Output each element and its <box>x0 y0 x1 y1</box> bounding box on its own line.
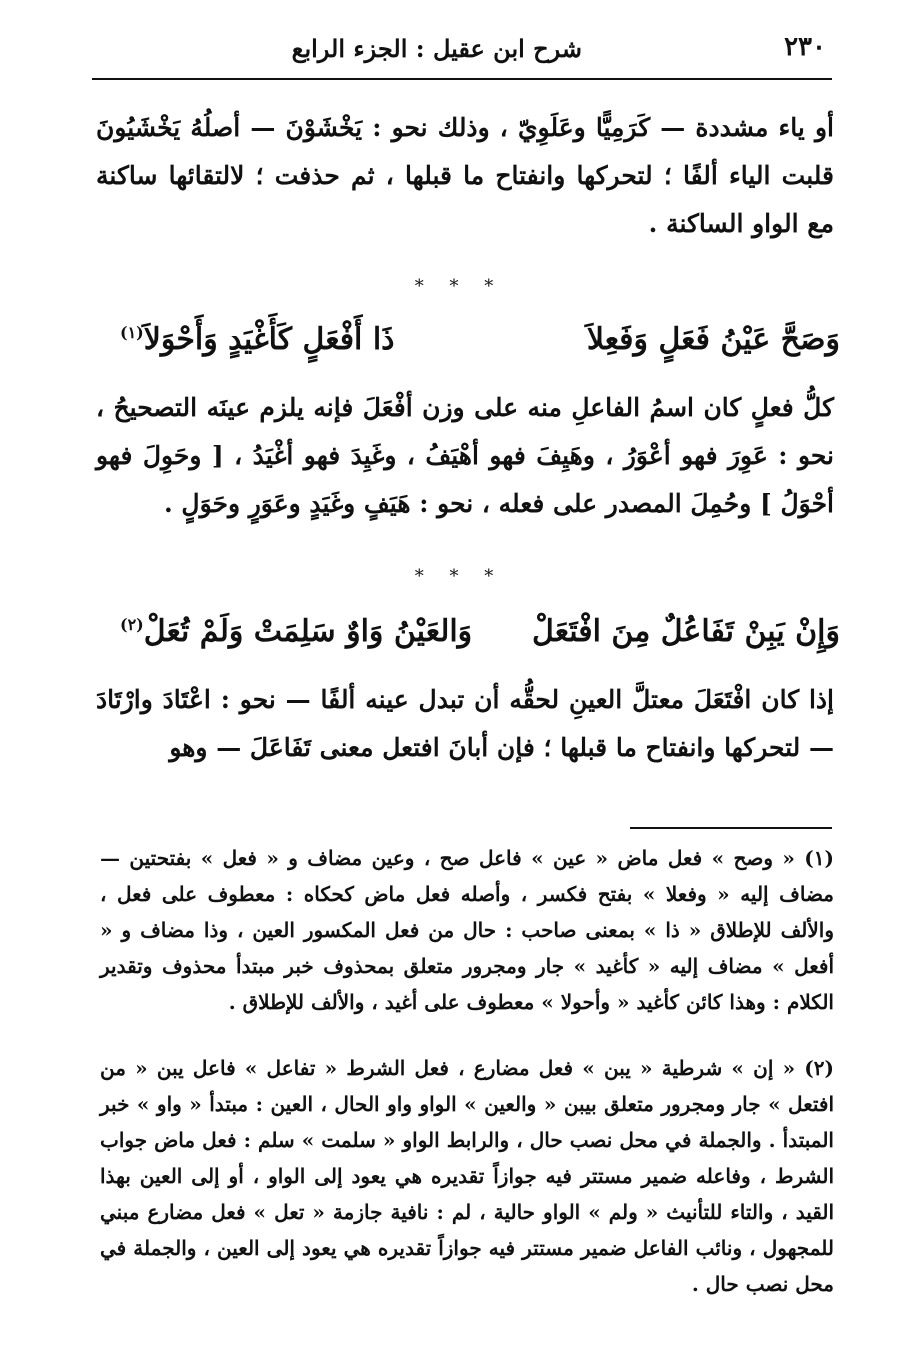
footnote-2: (٢) « إن » شرطية « يبن » فعل مضارع ، فعل الشرط « تفاعل » فاعل يبن « من افتعل » جار ومجرور متعلق بيبن « والعين » الواو واو الحال ، العين : مبتدأ « واو » خبر المبتدأ . والجملة في محل نصب حال ، والرابط الواو « سلمت » سلم : فعل ماض جواب الشرط ، وفاعله ضمير مستتر فيه جوازاً تقديره هي يعود إلى الواو ، أو إلى العين بهذا القيد ، والتاء للتأنيث « ولم » الواو حالية ، لم : نافية جازمة « تعل » فعل مضارع مبني للمجهول ، ونائب الفاعل ضمير مستتر فيه جوازاً تقديره هي يعود إلى العين ، والجملة في محل نصب حال . <box>100 1056 834 1296</box>
verse-2-hemistich-2-text: وَالعَيْنُ وَاوٌ سَلِمَتْ وَلَمْ تُعَلْ <box>143 614 473 649</box>
header-rule <box>92 78 832 80</box>
verse-1-hemistich-2-text: ذَا أَفْعَلٍ كَأَغْيَدٍ وَأَحْوَلاَ <box>143 322 395 357</box>
section-separator-2: * * * <box>414 566 504 587</box>
verse-2-hemistich-2 <box>120 614 472 649</box>
section-separator-1: * * * <box>414 276 504 297</box>
footnote-rule <box>630 827 832 829</box>
verse-2-hemistich-1: وَإِنْ يَبِنْ تَفَاعُلٌ مِنَ افْتَعَلْ <box>532 614 840 649</box>
page-header <box>92 22 832 80</box>
verse-2 <box>100 614 840 674</box>
paragraph-3: إذا كان افْتَعَلَ معتلَّ العينِ لحقُّه أن تبدل عينه ألفًا — نحو : اعْتَادَ وارْتَادَ — لتحركها وانفتاح ما قبلها ؛ فإن أبانَ افتعل معنى تَفَاعَلَ — وهو <box>96 685 834 762</box>
verse-1 <box>100 322 840 382</box>
running-title: شرح ابن عقيل : الجزء الرابع <box>291 34 582 63</box>
verse-1-hemistich-1: وَصَحَّ عَيْنُ فَعَلٍ وَفَعِلاَ <box>586 322 840 357</box>
paragraph-1: أو ياء مشددة — كَرَمِيًّا وعَلَوِيّ ، وذلك نحو : يَخْشَوْنَ — أصلُهُ يَخْشَيُونَ قلبت الياء ألفًا ؛ لتحركها وانفتاح ما قبلها ، ثم حذفت ؛ لالتقائها ساكنة مع الواو الساكنة . <box>96 113 834 238</box>
footnote-ref-2: (٢) <box>120 615 144 634</box>
footnote-1: (١) « وصح » فعل ماض « عين » فاعل صح ، وعين مضاف و « فعل » بفتحتين — مضاف إليه « وفعلا » بفتح فكسر ، وأصله فعل ماض كحكاه : معطوف على فعل ، والألف للإطلاق « ذا » بمعنى صاحب : حال من فعل المكسور العين ، وذا مضاف و « أفعل » مضاف إليه « كأغيد » جار ومجرور متعلق بمحذوف خبر مبتدأ محذوف وتقدير الكلام : وهذا كائن كأغيد « وأحولا » معطوف على أغيد ، والألف للإطلاق . <box>100 846 834 1014</box>
paragraph-2: كلُّ فعلٍ كان اسمُ الفاعلِ منه على وزن أفْعَلَ فإنه يلزم عينَه التصحيحُ ، نحو : عَوِرَ فهو أعْوَرُ ، وهَيِفَ فهو أهْيَفُ ، وغَيِدَ فهو أغْيَدُ ، [ وحَوِلَ فهو أحْوَلُ ] وحُمِلَ المصدر على فعله ، نحو : هَيَفٍ وغَيَدٍ وعَوَرٍ وحَوَلٍ . <box>96 393 834 518</box>
verse-1-hemistich-2 <box>120 322 395 357</box>
footnote-ref-1: (١) <box>120 323 144 342</box>
page-number: ٢٣٠ <box>784 32 826 62</box>
